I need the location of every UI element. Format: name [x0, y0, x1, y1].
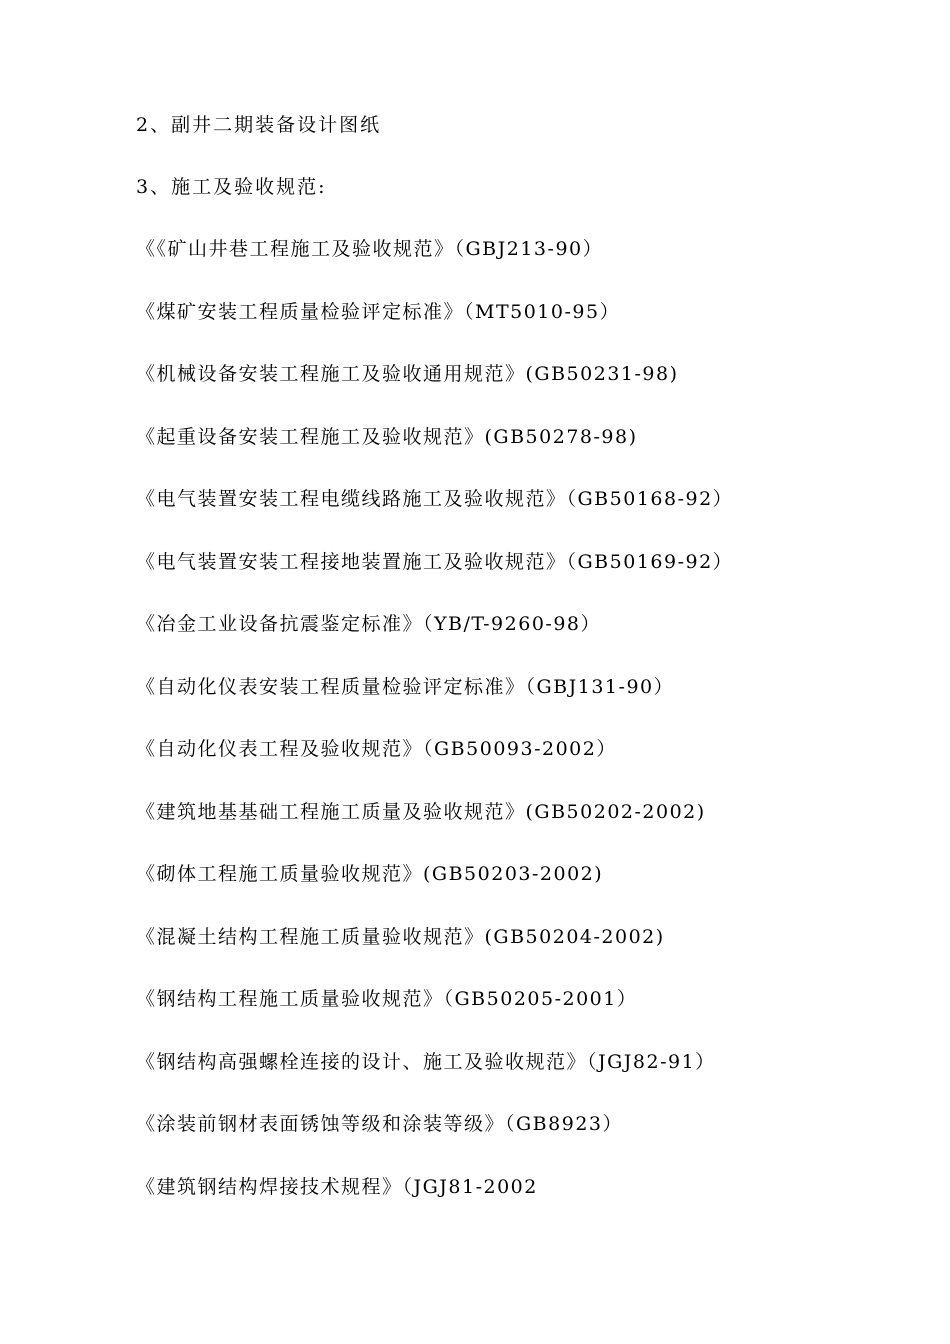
standard-item: 《砌体工程施工质量验收规范》(GB50203-2002): [136, 863, 604, 885]
standard-item: 《涂装前钢材表面锈蚀等级和涂装等级》（GB8923）: [136, 1113, 623, 1135]
standard-item: 《电气装置安装工程电缆线路施工及验收规范》（GB50168-92）: [136, 488, 734, 510]
standard-item: 《建筑钢结构焊接技术规程》（JGJ81-2002: [136, 1175, 538, 1198]
standard-item: 《机械设备安装工程施工及验收通用规范》(GB50231-98): [136, 363, 679, 385]
heading-acceptance-specs: 3、施工及验收规范:: [136, 176, 327, 198]
standard-item: 《建筑地基基础工程施工质量及验收规范》(GB50202-2002): [136, 800, 706, 823]
standard-item: 《自动化仪表工程及验收规范》（GB50093-2002）: [136, 738, 617, 760]
standards-list: [136, 237, 733, 1237]
standard-item: 《混凝土结构工程施工质量验收规范》(GB50204-2002): [136, 925, 665, 948]
standard-item: 《钢结构高强螺栓连接的设计、施工及验收规范》（JGJ82-91）: [136, 1050, 716, 1073]
standard-item: 《自动化仪表安装工程质量检验评定标准》（GBJ131-90）: [136, 675, 675, 698]
standard-item: 《起重设备安装工程施工及验收规范》(GB50278-98): [136, 425, 638, 448]
standard-item: 《冶金工业设备抗震鉴定标准》（YB/T-9260-98）: [136, 613, 602, 635]
standard-item: 《煤矿安装工程质量检验评定标准》（MT5010-95）: [136, 300, 621, 323]
standard-item: 《电气装置安装工程接地装置施工及验收规范》（GB50169-92）: [136, 550, 734, 573]
standard-item: 《钢结构工程施工质量验收规范》（GB50205-2001）: [136, 988, 638, 1010]
heading-design-drawings: 2、副井二期装备设计图纸: [136, 114, 382, 136]
standard-item: 《《矿山井巷工程施工及验收规范》（GBJ213-90）: [136, 238, 604, 260]
